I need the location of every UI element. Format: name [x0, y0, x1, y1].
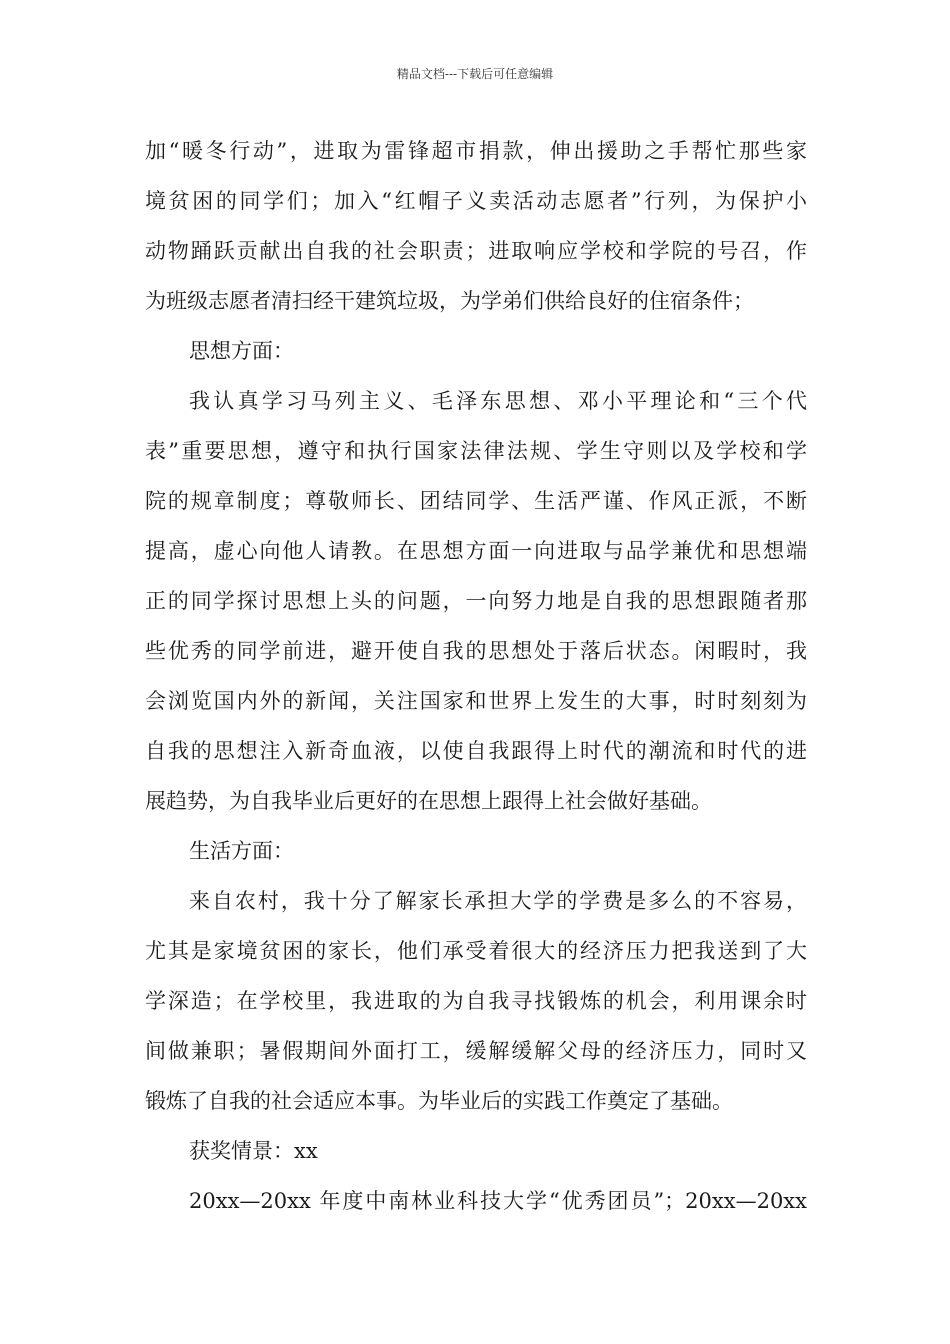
document-body: [145, 126, 807, 1226]
text-line: 正的同学探讨思想上头的问题，一向努力地是自我的思想跟随者那: [145, 589, 807, 613]
text-line: 表”重要思想，遵守和执行国家法律法规、学生守则以及学校和学: [145, 439, 807, 463]
page-header: 精品文档---下载后可任意编辑: [396, 67, 554, 81]
text-line: 获奖情景：xx: [189, 1139, 318, 1163]
text-line: 来自农村，我十分了解家长承担大学的学费是多么的不容易，: [189, 889, 807, 913]
text-line: 境贫困的同学们；加入“红帽子义卖活动志愿者”行列，为保护小: [145, 189, 807, 213]
text-line: 学深造；在学校里，我进取的为自我寻找锻炼的机会，利用课余时: [145, 989, 807, 1013]
text-line: 动物踊跃贡献出自我的社会职责；进取响应学校和学院的号召，作: [145, 239, 807, 263]
text-line: 20xx—20xx 年度中南林业科技大学“优秀团员”；20xx—20xx: [189, 1189, 807, 1213]
text-line: 些优秀的同学前进，避开使自我的思想处于落后状态。闲暇时，我: [145, 639, 807, 663]
text-line: 尤其是家境贫困的家长，他们承受着很大的经济压力把我送到了大: [145, 939, 807, 963]
text-line: 间做兼职；暑假期间外面打工，缓解缓解父母的经济压力，同时又: [145, 1039, 807, 1063]
text-line: 提高，虚心向他人请教。在思想方面一向进取与品学兼优和思想端: [145, 539, 807, 563]
text-line: 自我的思想注入新奇血液，以使自我跟得上时代的潮流和时代的进: [145, 739, 807, 763]
text-line: 加“暖冬行动”，进取为雷锋超市捐款，伸出援助之手帮忙那些家: [145, 139, 807, 163]
text-line: 展趋势，为自我毕业后更好的在思想上跟得上社会做好基础。: [145, 789, 712, 813]
text-line: 思想方面：: [189, 339, 294, 363]
text-line: 为班级志愿者清扫经干建筑垃圾，为学弟们供给良好的住宿条件；: [145, 289, 754, 313]
text-line: 生活方面：: [189, 839, 294, 863]
text-line: 我认真学习马列主义、毛泽东思想、邓小平理论和“三个代: [189, 389, 807, 413]
text-line: 院的规章制度；尊敬师长、团结同学、生活严谨、作风正派，不断: [145, 489, 807, 513]
text-line: 锻炼了自我的社会适应本事。为毕业后的实践工作奠定了基础。: [145, 1089, 733, 1113]
text-line: 会浏览国内外的新闻，关注国家和世界上发生的大事，时时刻刻为: [145, 689, 807, 713]
